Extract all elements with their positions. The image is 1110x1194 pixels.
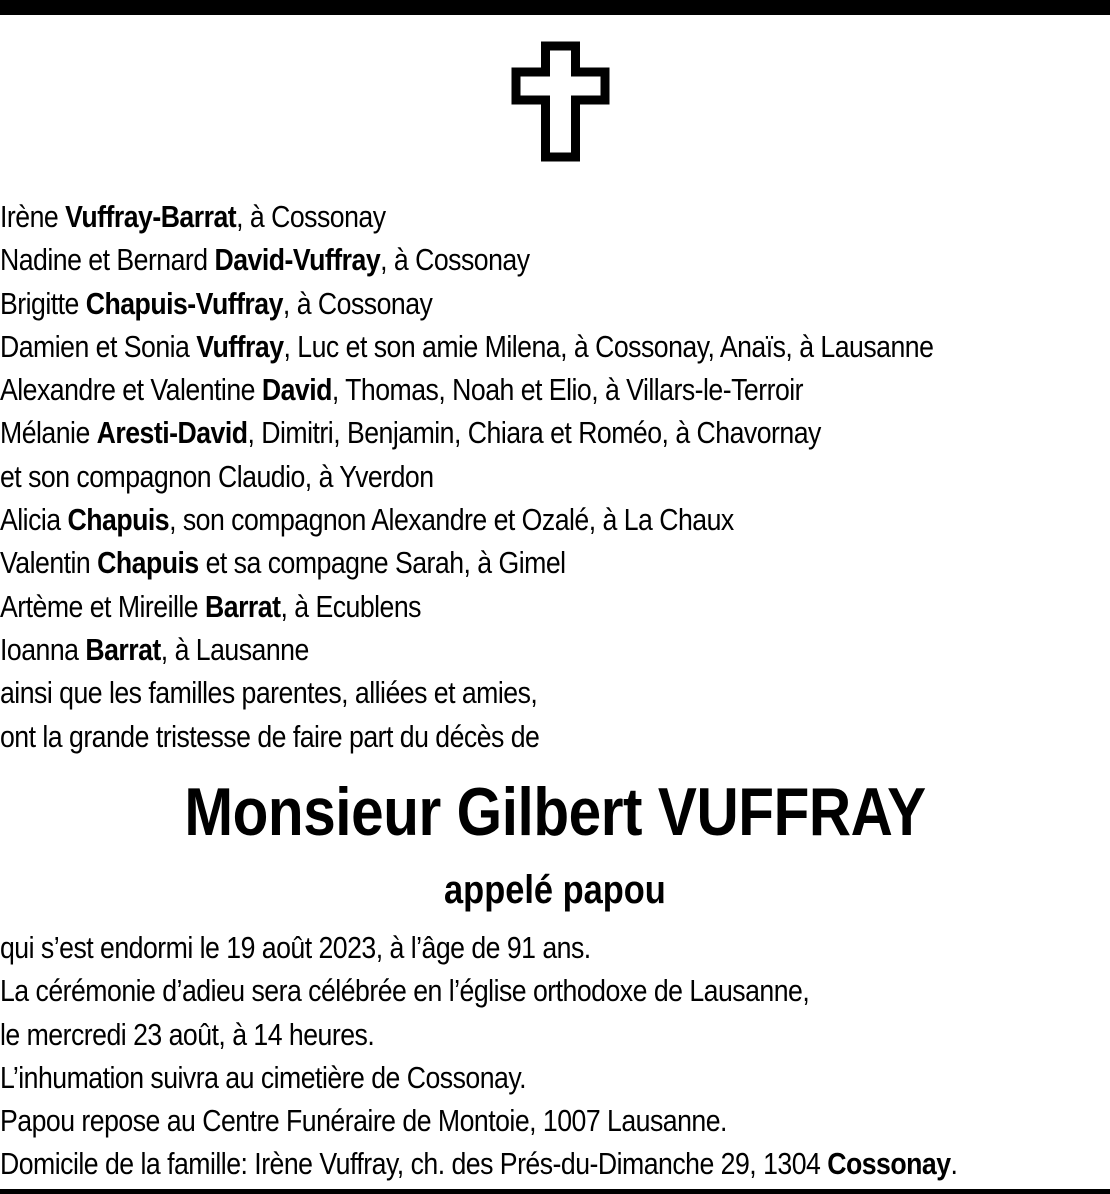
family-line [0, 238, 1109, 281]
detail-line [0, 1099, 1109, 1142]
text-segment: , à Cossonay [380, 242, 530, 278]
detail-line [0, 1013, 1109, 1056]
text-segment: et sa compagne Sarah, à Gimel [198, 545, 566, 581]
surname: Vuffray [196, 328, 284, 364]
text-segment: , à Cossonay [282, 285, 433, 321]
family-line [0, 541, 1109, 584]
surname: Chapuis-Vuffray [85, 285, 283, 321]
text-segment: Alicia [0, 502, 68, 538]
family-line [0, 498, 1109, 541]
family-announcement [0, 195, 1109, 758]
text-segment: et son compagnon Claudio, à Yverdon [0, 458, 434, 494]
text-segment: Valentin [0, 545, 98, 581]
text-segment: Papou repose au Centre Funéraire de Montoie, 1007 Lausanne. [0, 1103, 727, 1139]
text-segment: , à Lausanne [160, 631, 309, 667]
text-segment: ont la grande tristesse de faire part du décès de [0, 718, 540, 754]
text-segment: , son compagnon Alexandre et Ozalé, à La Chaux [169, 502, 734, 538]
family-line [0, 195, 1109, 238]
text-segment: qui s’est endormi le 19 août 2023, à l’âge de 91 ans. [0, 930, 591, 965]
family-line [0, 671, 1109, 714]
text-segment: Irène [0, 199, 66, 234]
surname: David-Vuffray [214, 242, 381, 278]
text-segment: Alexandre et Valentine [0, 372, 262, 408]
cross-icon [511, 41, 610, 162]
text-segment: , Luc et son amie Milena, à Cossonay, Anaïs, à Lausanne [283, 328, 934, 364]
detail-line [0, 969, 1109, 1012]
family-line [0, 628, 1109, 671]
detail-line [0, 1056, 1109, 1099]
family-line [0, 282, 1109, 325]
surname: Chapuis [67, 502, 170, 538]
surname: Chapuis [97, 545, 199, 581]
text-segment: Artème et Mireille [0, 588, 206, 624]
text-segment: Brigitte [0, 285, 86, 321]
text-segment: Domicile de la famille: Irène Vuffray, ch. des Prés-du-Dimanche 29, 1304 [0, 1146, 828, 1182]
text-segment: Damien et Sonia [0, 328, 197, 364]
top-border [0, 0, 1110, 15]
text-segment: ainsi que les familles parentes, alliées et amies, [0, 675, 538, 711]
detail-line [0, 926, 1109, 969]
text-segment: le mercredi 23 août, à 14 heures. [0, 1016, 375, 1052]
text-segment: , à Cossonay [236, 199, 386, 234]
surname: Barrat [205, 588, 281, 624]
family-line [0, 368, 1109, 411]
text-segment: Nadine et Bernard [0, 242, 215, 278]
surname: Barrat [85, 631, 161, 667]
deceased-name: Monsieur Gilbert VUFFRAY [184, 774, 926, 850]
text-segment: , à Ecublens [280, 588, 421, 624]
detail-line [0, 1142, 1109, 1185]
family-line [0, 455, 1109, 498]
family-line [0, 411, 1109, 454]
text-segment: , Dimitri, Benjamin, Chiara et Roméo, à Chavornay [247, 415, 821, 451]
bottom-border [0, 1189, 1110, 1194]
family-line [0, 715, 1109, 758]
surname: David [261, 372, 332, 408]
text-segment: La cérémonie d’adieu sera célébrée en l’église orthodoxe de Lausanne, [0, 973, 810, 1009]
text-segment: Mélanie [0, 415, 97, 451]
family-line [0, 325, 1109, 368]
text-segment: . [950, 1146, 958, 1182]
text-segment: , Thomas, Noah et Elio, à Villars-le-Terroir [331, 372, 804, 408]
surname: Vuffray-Barrat [65, 199, 237, 234]
funeral-details [0, 926, 1109, 1186]
text-segment: Ioanna [0, 631, 86, 667]
deceased-nickname: appelé papou [444, 868, 666, 912]
surname: Aresti-David [96, 415, 248, 451]
text-segment: L’inhumation suivra au cimetière de Cossonay. [0, 1059, 527, 1095]
family-line [0, 585, 1109, 628]
surname: Cossonay [827, 1146, 951, 1182]
